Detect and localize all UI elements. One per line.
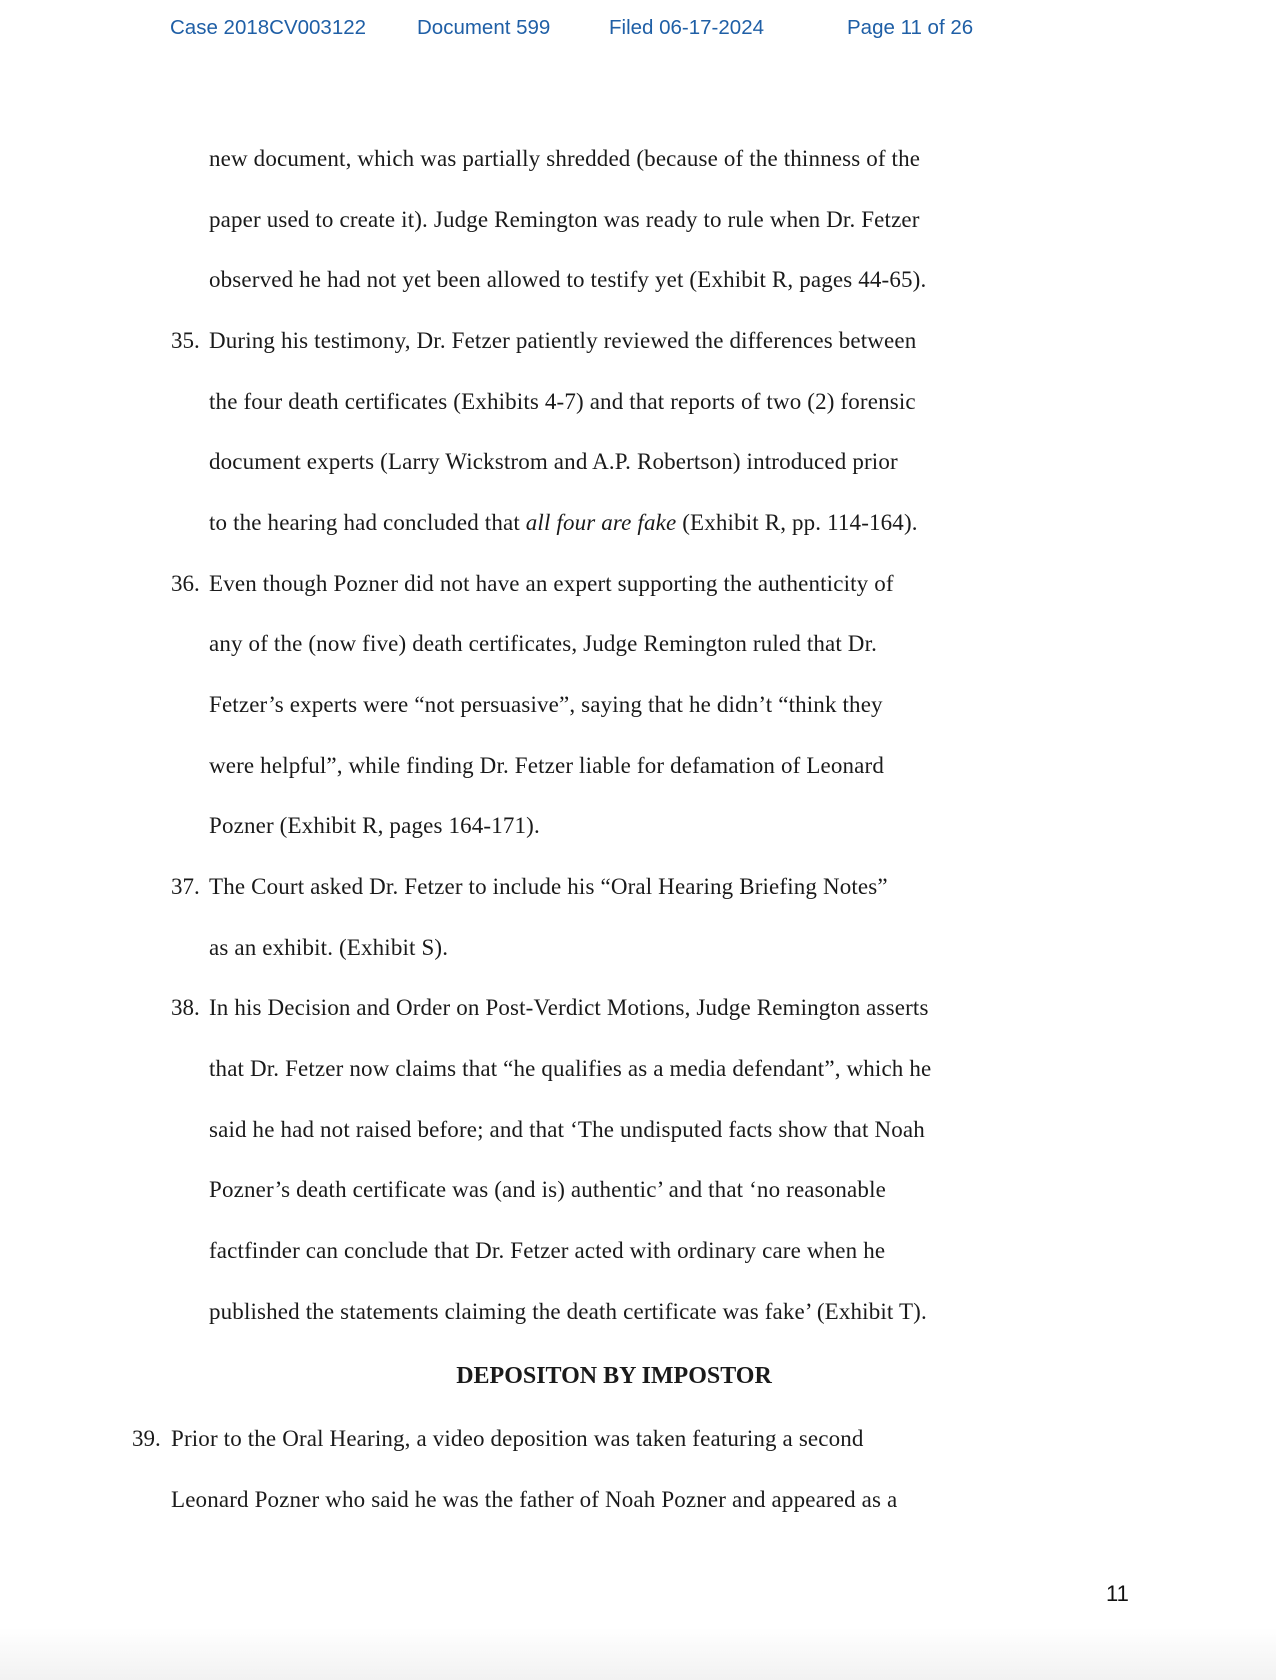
paragraph-line: paper used to create it). Judge Remington was ready to rule when Dr. Fetzer [209,207,920,232]
paragraph-line: In his Decision and Order on Post-Verdict Motions, Judge Remington asserts [209,995,929,1020]
paragraph-line: During his testimony, Dr. Fetzer patiently reviewed the differences between [209,328,917,353]
paragraph-line: new document, which was partially shredded (because of the thinness of the [209,146,921,171]
paragraph-line: as an exhibit. (Exhibit S). [209,935,449,960]
page-bottom-edge [0,1628,1276,1680]
text-segment: (Exhibit R, pp. 114-164). [676,510,918,535]
paragraph-number: 39. [132,1426,161,1451]
paragraph-line: observed he had not yet been allowed to testify yet (Exhibit R, pages 44-65). [209,267,927,292]
paragraph-line: factfinder can conclude that Dr. Fetzer acted with ordinary care when he [209,1238,886,1263]
paragraph-line: that Dr. Fetzer now claims that “he qualifies as a media defendant”, which he [209,1056,932,1081]
case-number: Case 2018CV003122 [170,16,367,39]
paragraph-line: the four death certificates (Exhibits 4-7) and that reports of two (2) forensic [209,389,916,414]
page-number: 11 [1106,1581,1129,1606]
paragraph-number: 35. [171,328,200,353]
paragraph-line: published the statements claiming the death certificate was fake’ (Exhibit T). [209,1299,927,1324]
paragraph-number: 38. [171,995,200,1020]
paragraph-number: 36. [171,571,200,596]
document-number: Document 599 [417,16,551,39]
section-heading: DEPOSITON BY IMPOSTOR [456,1363,772,1389]
paragraph-line: The Court asked Dr. Fetzer to include his “Oral Hearing Briefing Notes” [209,874,888,899]
page-indicator: Page 11 of 26 [847,16,974,39]
paragraph-line: Pozner’s death certificate was (and is) authentic’ and that ‘no reasonable [209,1177,886,1202]
paragraph-line: Prior to the Oral Hearing, a video deposition was taken featuring a second [171,1426,864,1451]
paragraph-line: were helpful”, while finding Dr. Fetzer liable for defamation of Leonard [209,753,884,778]
paragraph-line: document experts (Larry Wickstrom and A.P. Robertson) introduced prior [209,449,898,474]
paragraph-number: 37. [171,874,200,899]
paragraph-line: any of the (now five) death certificates, Judge Remington ruled that Dr. [209,631,878,656]
paragraph-line: Pozner (Exhibit R, pages 164-171). [209,813,540,838]
text-segment: to the hearing had concluded that [209,510,526,535]
paragraph-line: Even though Pozner did not have an expert supporting the authenticity of [209,571,894,596]
paragraph-line: said he had not raised before; and that ‘The undisputed facts show that Noah [209,1117,925,1142]
paragraph-line [209,508,918,538]
court-filing-header [0,16,1276,44]
emphasis-text: all four are fake [525,510,677,535]
paragraph-line: Leonard Pozner who said he was the father of Noah Pozner and appeared as a [171,1487,898,1512]
paragraph-line: Fetzer’s experts were “not persuasive”, saying that he didn’t “think they [209,692,883,717]
filed-date: Filed 06-17-2024 [609,16,764,39]
